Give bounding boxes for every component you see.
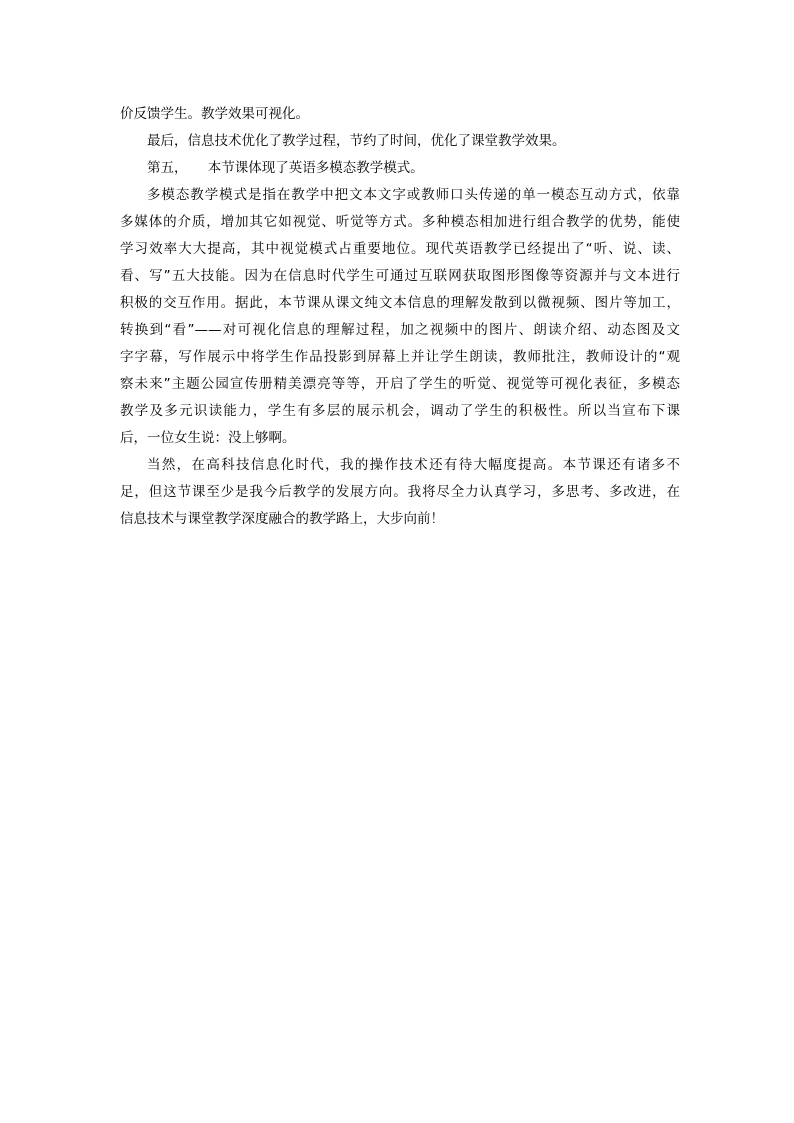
paragraph-line: 足，但这节课至少是我今后教学的发展方向。我将尽全力认真学习，多思考、多改进，在 [120,484,680,500]
paragraph-line: 第五， 本节课体现了英语多模态教学模式。 [147,160,424,176]
paragraph-line: 当然，在高科技信息化时代，我的操作技术还有待大幅度提高。本节课还有诸多不 [147,457,680,473]
paragraph-line: 看、写”五大技能。因为在信息时代学生可通过互联网获取图形图像等资源并与文本进行 [120,268,680,284]
paragraph-line: 价反馈学生。教学效果可视化。 [120,106,309,122]
paragraph-line: 教学及多元识读能力，学生有多层的展示机会，调动了学生的积极性。所以当宣布下课 [120,403,680,419]
paragraph-line: 字字幕，写作展示中将学生作品投影到屏幕上并让学生朗读，教师批注，教师设计的“观 [120,349,680,365]
paragraph-line: 多媒体的介质，增加其它如视觉、听觉等方式。多种模态相加进行组合教学的优势，能使 [120,214,680,230]
paragraph-line: 最后，信息技术优化了教学过程，节约了时间，优化了课堂教学效果。 [147,133,566,149]
paragraph-line: 转换到“看”——对可视化信息的理解过程，加之视频中的图片、朗读介绍、动态图及文 [120,322,680,338]
paragraph-line: 察未来”主题公园宣传册精美漂亮等等，开启了学生的听觉、视觉等可视化表征，多模态 [120,376,680,392]
paragraph-line: 信息技术与课堂教学深度融合的教学路上，大步向前！ [120,511,444,527]
paragraph-line: 后，一位女生说：没上够啊。 [120,430,296,446]
document-body [120,101,680,533]
paragraph-line: 学习效率大大提高，其中视觉模式占重要地位。现代英语教学已经提出了“听、说、读、 [120,241,680,257]
paragraph-line: 多模态教学模式是指在教学中把文本文字或教师口头传递的单一模态互动方式，依靠 [147,187,680,203]
paragraph-line: 积极的交互作用。据此，本节课从课文纯文本信息的理解发散到以微视频、图片等加工， [120,295,680,311]
